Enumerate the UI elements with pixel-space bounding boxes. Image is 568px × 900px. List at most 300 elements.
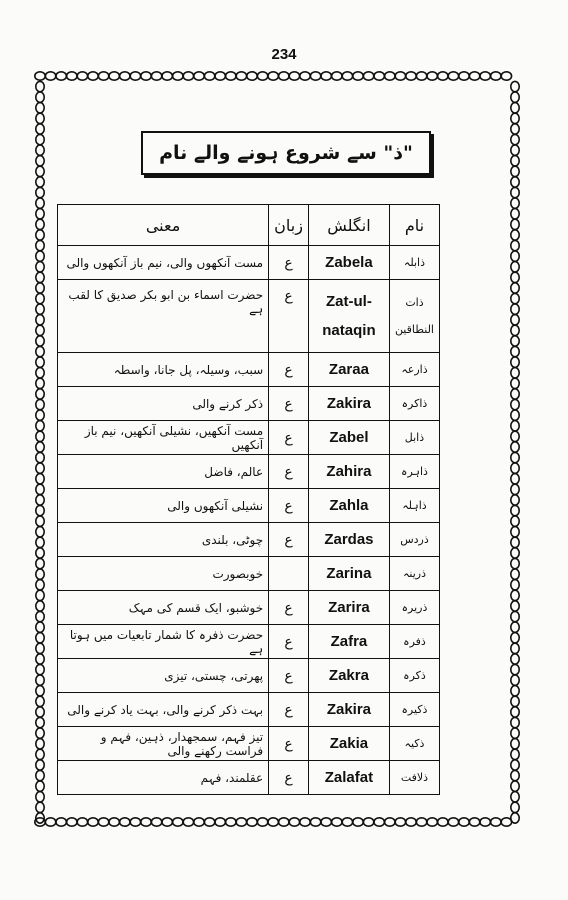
chain-link <box>511 516 519 526</box>
chain-link <box>36 230 44 240</box>
language-cell: ع <box>269 421 309 455</box>
chain-link <box>511 643 519 653</box>
chain-link <box>406 72 416 80</box>
name-line-1: ذات <box>405 296 424 309</box>
chain-link <box>511 410 519 420</box>
chain-link <box>511 145 519 155</box>
chain-link <box>353 72 363 80</box>
chain-link <box>511 696 519 706</box>
meaning-cell: ذکر کرنے والی <box>58 387 269 421</box>
language-cell: ع <box>269 246 309 280</box>
language-cell: ع <box>269 523 309 557</box>
chain-link <box>300 72 310 80</box>
chain-link <box>511 315 519 325</box>
chain-link <box>36 696 44 706</box>
chain-link <box>215 72 225 80</box>
english-cell: Zakira <box>308 693 389 727</box>
chain-link <box>342 72 352 80</box>
chain-link <box>511 569 519 579</box>
chain-link <box>511 813 519 823</box>
chain-link <box>36 92 44 102</box>
chain-link <box>36 463 44 473</box>
chain-link <box>491 72 501 80</box>
table-row <box>58 693 440 727</box>
chain-link <box>36 802 44 812</box>
chain-link <box>36 516 44 526</box>
chain-link <box>289 818 299 826</box>
name-cell: ذارعہ <box>389 353 439 387</box>
chain-link <box>36 293 44 303</box>
chain-link <box>36 219 44 229</box>
name-cell: ذکیہ <box>389 727 439 761</box>
meaning-cell: چوٹی، بلندی <box>58 523 269 557</box>
header-language: زبان <box>269 205 309 246</box>
chain-link <box>36 134 44 144</box>
chain-link <box>511 633 519 643</box>
chain-link <box>332 818 342 826</box>
chain-link <box>36 421 44 431</box>
english-cell: Zafra <box>308 625 389 659</box>
chain-link <box>120 818 130 826</box>
chain-link <box>36 622 44 632</box>
table-row <box>58 387 440 421</box>
chain-link <box>321 72 331 80</box>
chain-link <box>194 818 204 826</box>
chain-link <box>511 378 519 388</box>
chain-link <box>511 548 519 558</box>
language-cell: ع <box>269 625 309 659</box>
english-cell: Zakra <box>308 659 389 693</box>
language-cell: ع <box>269 353 309 387</box>
chain-link <box>511 134 519 144</box>
chain-link <box>511 770 519 780</box>
chain-link <box>511 113 519 123</box>
english-cell <box>308 280 389 353</box>
table-row <box>58 659 440 693</box>
chain-link <box>511 611 519 621</box>
chain-link <box>511 622 519 632</box>
chain-link <box>416 72 426 80</box>
language-cell: ع <box>269 280 309 353</box>
name-line-2: النطاقین <box>394 323 434 336</box>
chain-link <box>67 818 77 826</box>
meaning-cell: پھرتی، چستی، تیزی <box>58 659 269 693</box>
chain-link <box>36 187 44 197</box>
chain-link <box>511 156 519 166</box>
chain-link <box>427 818 437 826</box>
chain-link <box>45 818 55 826</box>
chain-link <box>36 548 44 558</box>
chain-link <box>88 72 98 80</box>
chain-link <box>511 166 519 176</box>
chain-link <box>511 198 519 208</box>
chain-link <box>395 72 405 80</box>
chain-link <box>416 818 426 826</box>
chain-link <box>511 103 519 113</box>
chain-link <box>67 72 77 80</box>
chain-link <box>511 802 519 812</box>
table-row <box>58 421 440 455</box>
chain-link <box>173 72 183 80</box>
chain-link <box>36 399 44 409</box>
chain-link <box>385 72 395 80</box>
language-cell: ع <box>269 591 309 625</box>
chain-link <box>511 463 519 473</box>
chain-link <box>36 770 44 780</box>
chain-link <box>36 357 44 367</box>
table-row <box>58 625 440 659</box>
chain-link <box>215 818 225 826</box>
chain-link <box>247 72 257 80</box>
chain-link <box>511 262 519 272</box>
chain-link <box>332 72 342 80</box>
language-cell: ع <box>269 455 309 489</box>
chain-link <box>194 72 204 80</box>
chain-link <box>36 442 44 452</box>
chain-link <box>511 452 519 462</box>
chain-link <box>36 792 44 802</box>
chain-link <box>109 72 119 80</box>
chain-link <box>36 675 44 685</box>
chain-link <box>511 187 519 197</box>
chain-link <box>36 527 44 537</box>
chain-link <box>236 818 246 826</box>
chain-link <box>511 177 519 187</box>
chain-link <box>511 474 519 484</box>
name-cell: ذردس <box>389 523 439 557</box>
header-english: انگلش <box>308 205 389 246</box>
chain-link <box>183 72 193 80</box>
name-cell: ذکیرہ <box>389 693 439 727</box>
chain-link <box>77 72 87 80</box>
names-table <box>57 204 440 795</box>
meaning-cell: بہت ذکر کرنے والی، بہت یاد کرنے والی <box>58 693 269 727</box>
name-cell: ذاہلہ <box>389 489 439 523</box>
chain-link <box>36 177 44 187</box>
chain-link <box>204 72 214 80</box>
chain-link <box>56 72 66 80</box>
chain-link <box>511 272 519 282</box>
chain-link <box>36 315 44 325</box>
chain-link <box>279 72 289 80</box>
chain-link <box>257 818 267 826</box>
chain-link <box>36 474 44 484</box>
chain-link <box>88 818 98 826</box>
english-cell: Zabela <box>308 246 389 280</box>
chain-link <box>36 81 44 91</box>
chain-link <box>36 346 44 356</box>
chain-link <box>511 558 519 568</box>
chain-link <box>236 72 246 80</box>
chain-link <box>395 818 405 826</box>
chain-link <box>353 818 363 826</box>
english-cell: Zardas <box>308 523 389 557</box>
chain-link <box>36 781 44 791</box>
chain-link <box>511 686 519 696</box>
chain-link <box>36 580 44 590</box>
chain-link <box>511 81 519 91</box>
chain-link <box>36 325 44 335</box>
chain-link <box>162 818 172 826</box>
chain-link <box>36 251 44 261</box>
chain-link <box>36 198 44 208</box>
chain-link <box>36 378 44 388</box>
page-number: 234 <box>271 46 297 63</box>
chain-link <box>511 580 519 590</box>
chain-link <box>469 72 479 80</box>
name-cell: ذریرہ <box>389 591 439 625</box>
chain-link <box>511 293 519 303</box>
chain-link <box>268 72 278 80</box>
chain-link <box>130 72 140 80</box>
chain-link <box>173 818 183 826</box>
chain-link <box>36 633 44 643</box>
chain-link <box>511 590 519 600</box>
chain-link <box>204 818 214 826</box>
chain-link <box>36 452 44 462</box>
chain-link <box>511 728 519 738</box>
chain-link <box>501 818 511 826</box>
chain-link <box>501 72 511 80</box>
table-row <box>58 761 440 795</box>
chain-link <box>511 601 519 611</box>
english-cell: Zalafat <box>308 761 389 795</box>
chain-link <box>448 818 458 826</box>
chain-link <box>511 92 519 102</box>
chain-link <box>36 431 44 441</box>
chain-link <box>36 240 44 250</box>
chain-link <box>56 818 66 826</box>
name-cell: ذکرہ <box>389 659 439 693</box>
meaning-cell: نشیلی آنکھوں والی <box>58 489 269 523</box>
chain-link <box>36 760 44 770</box>
table-row <box>58 523 440 557</box>
chain-link <box>342 818 352 826</box>
table-row <box>58 591 440 625</box>
table-row <box>58 455 440 489</box>
english-cell: Zabel <box>308 421 389 455</box>
chain-link <box>511 336 519 346</box>
chain-link <box>511 749 519 759</box>
language-cell: ع <box>269 659 309 693</box>
chain-link <box>448 72 458 80</box>
chain-link <box>511 124 519 134</box>
chain-link <box>36 389 44 399</box>
chain-link <box>257 72 267 80</box>
chain-link <box>511 357 519 367</box>
chain-link <box>491 818 501 826</box>
chain-link <box>469 818 479 826</box>
chain-link <box>406 818 416 826</box>
name-cell: ذاہرہ <box>389 455 439 489</box>
name-cell: ذاکرہ <box>389 387 439 421</box>
chain-link <box>36 103 44 113</box>
chain-link <box>226 818 236 826</box>
language-cell: ع <box>269 489 309 523</box>
chain-link <box>511 346 519 356</box>
chain-link <box>511 368 519 378</box>
chain-link <box>310 72 320 80</box>
chain-link <box>141 818 151 826</box>
meaning-cell: مست آنکھوں والی، نیم باز آنکھوں والی <box>58 246 269 280</box>
meaning-cell: عقلمند، فہم <box>58 761 269 795</box>
chain-link <box>374 72 384 80</box>
chain-link <box>36 654 44 664</box>
chain-link <box>374 818 384 826</box>
section-title: "ذ" سے شروع ہونے والے نام <box>141 131 431 175</box>
name-cell <box>389 280 439 353</box>
chain-link <box>511 421 519 431</box>
chain-link <box>511 654 519 664</box>
chain-link <box>151 72 161 80</box>
language-cell: ع <box>269 761 309 795</box>
english-line-1: Zat-ul- <box>326 293 372 310</box>
chain-link <box>36 368 44 378</box>
chain-link <box>511 717 519 727</box>
chain-link <box>363 818 373 826</box>
chain-link <box>36 145 44 155</box>
table-header-row <box>58 205 440 246</box>
chain-link <box>36 304 44 314</box>
chain-link <box>385 818 395 826</box>
chain-link <box>511 739 519 749</box>
chain-link <box>36 262 44 272</box>
chain-link <box>36 505 44 515</box>
chain-link <box>36 728 44 738</box>
chain-link <box>459 818 469 826</box>
name-cell: ذرینہ <box>389 557 439 591</box>
language-cell: ع <box>269 727 309 761</box>
chain-link <box>511 209 519 219</box>
chain-link <box>511 240 519 250</box>
meaning-cell: مست آنکھیں، نشیلی آنکھیں، نیم باز آنکھیں <box>58 421 269 455</box>
chain-link <box>511 251 519 261</box>
chain-link <box>36 537 44 547</box>
english-line-2: nataqin <box>322 322 376 339</box>
chain-link <box>511 792 519 802</box>
name-cell: ذابلہ <box>389 246 439 280</box>
chain-link <box>511 230 519 240</box>
chain-link <box>36 590 44 600</box>
chain-link <box>363 72 373 80</box>
chain-link <box>511 537 519 547</box>
table-row <box>58 557 440 591</box>
chain-link <box>289 72 299 80</box>
chain-link <box>511 781 519 791</box>
meaning-cell: خوبصورت <box>58 557 269 591</box>
chain-link <box>511 664 519 674</box>
chain-link <box>36 283 44 293</box>
header-meaning: معنی <box>58 205 269 246</box>
chain-link <box>300 818 310 826</box>
meaning-cell: حضرت اسماء بن ابو بکر صدیق کا لقب ہے <box>58 280 269 353</box>
chain-link <box>36 601 44 611</box>
language-cell: ع <box>269 693 309 727</box>
chain-link <box>36 643 44 653</box>
meaning-cell: عالم، فاضل <box>58 455 269 489</box>
chain-link <box>183 818 193 826</box>
name-cell: ذفرہ <box>389 625 439 659</box>
name-cell: ذلافت <box>389 761 439 795</box>
chain-link <box>226 72 236 80</box>
chain-link <box>36 124 44 134</box>
chain-link <box>98 72 108 80</box>
chain-link <box>36 484 44 494</box>
english-cell: Zarira <box>308 591 389 625</box>
chain-link <box>511 389 519 399</box>
chain-link <box>511 505 519 515</box>
chain-link <box>162 72 172 80</box>
chain-link <box>141 72 151 80</box>
table-row <box>58 489 440 523</box>
chain-link <box>511 484 519 494</box>
chain-link <box>36 558 44 568</box>
chain-link <box>36 209 44 219</box>
english-cell: Zahla <box>308 489 389 523</box>
chain-link <box>511 219 519 229</box>
language-cell <box>269 557 309 591</box>
chain-link <box>109 818 119 826</box>
chain-link <box>130 818 140 826</box>
meaning-cell: تیز فہم، سمجھدار، ذہین، فہم و فراست رکھنے والی <box>58 727 269 761</box>
chain-link <box>511 495 519 505</box>
chain-link <box>36 156 44 166</box>
chain-link <box>36 717 44 727</box>
chain-link <box>36 739 44 749</box>
chain-link <box>321 818 331 826</box>
chain-link <box>36 664 44 674</box>
chain-link <box>36 272 44 282</box>
chain-link <box>459 72 469 80</box>
chain-link <box>511 675 519 685</box>
english-cell: Zakia <box>308 727 389 761</box>
chain-link <box>36 336 44 346</box>
header-name: نام <box>389 205 439 246</box>
chain-link <box>511 760 519 770</box>
meaning-cell: حضرت ذفرہ کا شمار تابعیات میں ہوتا ہے <box>58 625 269 659</box>
chain-link <box>247 818 257 826</box>
chain-link <box>45 72 55 80</box>
meaning-cell: سبب، وسیلہ، پل جانا، واسطہ <box>58 353 269 387</box>
english-cell: Zaraa <box>308 353 389 387</box>
chain-link <box>438 72 448 80</box>
chain-link <box>36 611 44 621</box>
chain-link <box>120 72 130 80</box>
chain-link <box>279 818 289 826</box>
english-cell: Zakira <box>308 387 389 421</box>
table-row <box>58 353 440 387</box>
meaning-cell: خوشبو، ایک قسم کی مہک <box>58 591 269 625</box>
chain-link <box>438 818 448 826</box>
chain-link <box>36 113 44 123</box>
chain-link <box>427 72 437 80</box>
chain-link <box>310 818 320 826</box>
chain-link <box>511 304 519 314</box>
english-cell: Zarina <box>308 557 389 591</box>
chain-link <box>36 749 44 759</box>
chain-link <box>36 707 44 717</box>
chain-link <box>511 527 519 537</box>
chain-link <box>36 410 44 420</box>
chain-link <box>35 72 45 80</box>
chain-link <box>511 283 519 293</box>
table-row <box>58 246 440 280</box>
chain-link <box>36 686 44 696</box>
chain-link <box>77 818 87 826</box>
chain-link <box>151 818 161 826</box>
chain-link <box>36 569 44 579</box>
chain-link <box>480 72 490 80</box>
